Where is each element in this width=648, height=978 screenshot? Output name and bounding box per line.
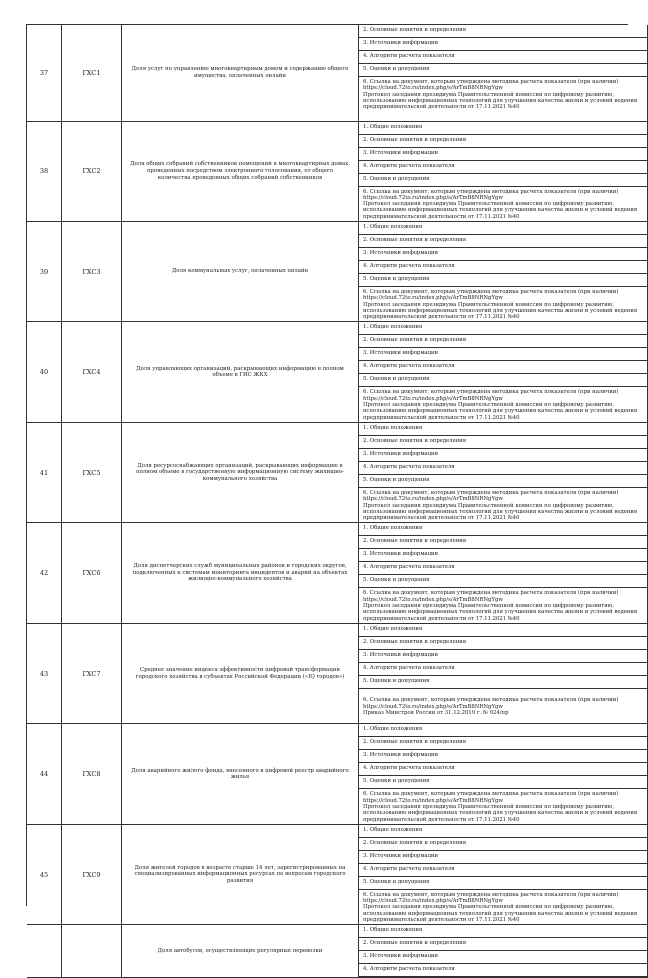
methodology-item: 4. Алгоритм расчета показателя [359, 261, 647, 274]
methodology-item: 1. Общие положения [359, 925, 647, 938]
row-number: 43 [27, 623, 62, 723]
methodology-item: 1. Общие положения [359, 423, 647, 436]
methodology-item: 3. Источники информации [359, 851, 647, 864]
methodology-item: 1. Общие положения [359, 523, 647, 536]
reference-line: https://cloud.72to.ru/index.php/s/ArTmB8NRNgYgw [363, 194, 503, 201]
methodology-item: 2. Основные понятия и определения [359, 335, 647, 348]
document-reference [359, 287, 647, 321]
reference-line: https://cloud.72to.ru/index.php/s/ArTmB8NRNgYgw [363, 295, 503, 302]
reference-line: использованию информационных технологий для улучшения качества жизни и условий ведения [363, 207, 638, 214]
indicator-name: Доля управляющих организаций, раскрывающих информацию в полном объеме в ГИС ЖКХ [122, 322, 359, 422]
document-reference [359, 387, 647, 421]
methodology-item: 3. Источники информации [359, 248, 647, 261]
methodology-item: 4. Алгоритм расчета показателя [359, 864, 647, 877]
document-reference [359, 187, 647, 221]
methodology-item: 3. Источники информации [359, 750, 647, 763]
methodology-item: 3. Источники информации [359, 951, 647, 964]
methodology-item: 1. Общие положения [359, 724, 647, 737]
methodology-item: 4. Алгоритм расчета показателя [359, 51, 647, 64]
row-number: 38 [27, 121, 62, 221]
reference-line: 6. Ссылка на документ, которым утверждена методика расчета показателя (при наличии) [363, 188, 619, 195]
reference-line: предпринимательской деятельности от 17.11.2021 №40 [363, 213, 520, 220]
methodology-item: 2. Основные понятия и определения [359, 637, 647, 650]
methodology-item: 3. Источники информации [359, 549, 647, 562]
methodology-item: 1. Общие положения [359, 322, 647, 335]
methodology-item: 4. Алгоритм расчета показателя [359, 462, 647, 475]
reference-line: 6. Ссылка на документ, которым утверждена методика расчета показателя (при наличии) [363, 389, 619, 396]
reference-line: использованию информационных технологий для улучшения качества жизни и условий ведения [363, 307, 638, 314]
methodology-item: 5. Оценки и допущения [359, 676, 647, 689]
row-number [27, 925, 62, 978]
document-link[interactable]: Протокол заседания президиума Правительственной комиссии по цифровому развитию, [363, 201, 615, 208]
methodology-item: 4. Алгоритм расчета показателя [359, 964, 647, 977]
row-number: 44 [27, 724, 62, 824]
reference-line: 6. Ссылка на документ, которым утверждена методика расчета показателя (при наличии) [363, 697, 619, 704]
row-number: 40 [27, 322, 62, 422]
table-row [27, 724, 648, 824]
indicator-code: ГХС1 [62, 25, 122, 121]
table-row [27, 221, 648, 321]
indicator-code [62, 925, 122, 978]
table-row [27, 925, 648, 978]
indicator-name: Доля аварийного жилого фонда, внесенного в цифровой реестр аварийного жилья [122, 724, 359, 824]
methodology-item: 5. Оценки и допущения [359, 274, 647, 287]
methodology-item: 2. Основные понятия и определения [359, 737, 647, 750]
methodology-item: 3. Источники информации [359, 348, 647, 361]
methodology-item: 5. Оценки и допущения [359, 575, 647, 588]
methodology-item: 2. Основные понятия и определения [359, 135, 647, 148]
methodology-item: 2. Основные понятия и определения [359, 938, 647, 951]
reference-line: https://cloud.72to.ru/index.php/s/ArTmB8NRNgYgw [363, 797, 503, 804]
document-link[interactable]: Протокол заседания президиума Правительственной комиссии по цифровому развитию, [363, 904, 615, 911]
reference-line: использованию информационных технологий для улучшения качества жизни и условий ведения [363, 408, 638, 415]
methodology-item: 5. Оценки и допущения [359, 877, 647, 890]
methodology-item: 3. Источники информации [359, 38, 647, 51]
reference-line: предпринимательской деятельности от 17.11.2021 №40 [363, 816, 520, 823]
document-link[interactable]: Протокол заседания президиума Правительственной комиссии по цифровому развитию, [363, 804, 615, 810]
methodology-sections [359, 523, 648, 623]
document-link[interactable]: https://cloud.72to.ru/index.php/s/ArTmB8NRNgYgw [363, 703, 503, 710]
reference-line: 6. Ссылка на документ, которым утверждена методика расчета показателя (при наличии) [363, 489, 619, 496]
reference-line: предпринимательской деятельности от 17.11.2021 №40 [363, 414, 520, 421]
indicator-name: Доля услуг по управлению многоквартирным домом и содержанию общего имущества, оплаченных онлайн [122, 25, 359, 121]
reference-line: Приказ Минстроя России от 31.12.2019 г. № 924/пр [363, 709, 509, 716]
indicator-code: ГХС3 [62, 221, 122, 321]
methodology-sections [359, 724, 648, 824]
reference-line: использованию информационных технологий для улучшения качества жизни и условий ведения [363, 97, 638, 104]
methodology-sections [359, 824, 648, 924]
document-reference [359, 789, 647, 823]
reference-line: использованию информационных технологий для улучшения качества жизни и условий ведения [363, 910, 638, 917]
row-number: 41 [27, 422, 62, 522]
table-row [27, 623, 648, 723]
table-row [27, 25, 648, 121]
reference-line: https://cloud.72to.ru/index.php/s/ArTmB8NRNgYgw [363, 496, 503, 503]
indicator-code: ГХС9 [62, 824, 122, 924]
methodology-item: 5. Оценки и допущения [359, 64, 647, 77]
methodology-item: 4. Алгоритм расчета показателя [359, 763, 647, 776]
methodology-item: 4. Алгоритм расчета показателя [359, 361, 647, 374]
reference-line: 6. Ссылка на документ, которым утверждена методика расчета показателя (при наличии) [363, 288, 619, 295]
methodology-item: 2. Основные понятия и определения [359, 25, 647, 38]
reference-line: использованию информационных технологий для улучшения качества жизни и условий ведения [363, 609, 638, 616]
document-reference [359, 588, 647, 622]
row-number: 39 [27, 221, 62, 321]
table-row [27, 824, 648, 924]
indicator-name: Доля ресурсоснабжающих организаций, раскрывающих информацию в полном объеме в государственную информационную систему жилищно-коммунального хозяйства [122, 422, 359, 522]
methodology-item: 4. Алгоритм расчета показателя [359, 161, 647, 174]
row-number: 42 [27, 523, 62, 623]
methodology-sections [359, 25, 648, 121]
indicator-name: Доля коммунальных услуг, оплаченных онлайн [122, 221, 359, 321]
methodology-item: 2. Основные понятия и определения [359, 838, 647, 851]
document-reference [359, 890, 647, 924]
table-row [27, 523, 648, 623]
indicator-code: ГХС2 [62, 121, 122, 221]
document-link[interactable]: Протокол заседания президиума Правительственной комиссии по цифровому развитию, [363, 603, 615, 610]
methodology-item: 1. Общие положения [359, 222, 647, 235]
document-link[interactable]: Протокол заседания президиума Правительственной комиссии по цифровому развитию, [363, 402, 615, 409]
methodology-item: 3. Источники информации [359, 449, 647, 462]
methodology-item: 1. Общие положения [359, 825, 647, 838]
indicator-name: Доля жителей городов в возрасте старше 14 лет, зарегистрированных на специализированных информационных ресурсах по вопросам городского развития [122, 824, 359, 924]
reference-line: использованию информационных технологий для улучшения качества жизни и условий ведения [363, 508, 638, 515]
indicator-code: ГХС7 [62, 623, 122, 723]
document-link[interactable]: Протокол заседания президиума Правительственной комиссии по цифровому развитию, [363, 301, 615, 308]
methodology-sections [359, 221, 648, 321]
methodology-item: 1. Общие положения [359, 122, 647, 135]
methodology-item: 5. Оценки и допущения [359, 776, 647, 789]
document-link[interactable]: Протокол заседания президиума Правительственной комиссии по цифровому развитию, [363, 502, 615, 509]
methodology-sections [359, 422, 648, 522]
reference-line: 6. Ссылка на документ, которым утверждена методика расчета показателя (при наличии) [363, 891, 619, 898]
methodology-sections [359, 322, 648, 422]
indicator-name: Доля автобусов, осуществляющих регулярные перевозки [122, 925, 359, 978]
methodology-sections [359, 925, 648, 978]
indicator-name: Среднее значение индекса эффективности цифровой трансформации городского хозяйства в субъектах Российской Федерации («IQ городов») [122, 623, 359, 723]
table-row [27, 121, 648, 221]
indicator-code: ГХС8 [62, 724, 122, 824]
methodology-item: 1. Общие положения [359, 624, 647, 637]
methodology-item: 3. Источники информации [359, 148, 647, 161]
reference-line: предпринимательской деятельности от 17.11.2021 №40 [363, 917, 520, 924]
reference-line: https://cloud.72to.ru/index.php/s/ArTmB8NRNgYgw [363, 85, 503, 92]
document-link[interactable]: Протокол заседания президиума Правительственной комиссии по цифровому развитию, [363, 91, 615, 98]
methodology-item: 2. Основные понятия и определения [359, 536, 647, 549]
reference-line: предпринимательской деятельности от 17.11.2021 №40 [363, 515, 520, 522]
reference-line: https://cloud.72to.ru/index.php/s/ArTmB8NRNgYgw [363, 395, 503, 402]
reference-line [363, 716, 644, 722]
document-reference [359, 689, 647, 723]
table-row [27, 322, 648, 422]
methodology-item: 4. Алгоритм расчета показателя [359, 562, 647, 575]
methodology-item: 5. Оценки и допущения [359, 475, 647, 488]
indicator-code: ГХС4 [62, 322, 122, 422]
reference-line: 6. Ссылка на документ, которым утверждена методика расчета показателя (при наличии) [363, 79, 619, 85]
reference-line: предпринимательской деятельности от 17.11.2021 №40 [363, 314, 520, 321]
reference-line: предпринимательской деятельности от 17.11.2021 №40 [363, 104, 520, 111]
document-page [26, 24, 638, 973]
indicator-code: ГХС5 [62, 422, 122, 522]
methodology-item: 2. Основные понятия и определения [359, 235, 647, 248]
methodology-item: 2. Основные понятия и определения [359, 436, 647, 449]
table-body [27, 25, 648, 978]
indicators-table [27, 25, 648, 978]
methodology-sections [359, 623, 648, 723]
document-reference [359, 77, 647, 111]
reference-line: 6. Ссылка на документ, которым утверждена методика расчета показателя (при наличии) [363, 590, 619, 597]
indicator-name: Доля диспетчерских служб муниципальных районов и городских округов, подключенных к системам мониторинга инцидентов и аварий на объектах жилищно-коммунального хозяйства [122, 523, 359, 623]
methodology-sections [359, 121, 648, 221]
methodology-item: 5. Оценки и допущения [359, 174, 647, 187]
reference-line: 6. Ссылка на документ, которым утверждена методика расчета показателя (при наличии) [363, 791, 619, 798]
indicator-name: Доля общих собраний собственников помещений в многоквартирных домах, проведенных посредством электронного голосования, от общего количества проведенных общих собраний собственников [122, 121, 359, 221]
row-number: 45 [27, 824, 62, 924]
document-reference [359, 488, 647, 522]
table-row [27, 422, 648, 522]
methodology-item: 5. Оценки и допущения [359, 374, 647, 387]
reference-line: https://cloud.72to.ru/index.php/s/ArTmB8NRNgYgw [363, 898, 503, 905]
indicator-code: ГХС6 [62, 523, 122, 623]
row-number: 37 [27, 25, 62, 121]
methodology-item: 4. Алгоритм расчета показателя [359, 663, 647, 676]
reference-line: https://cloud.72to.ru/index.php/s/ArTmB8NRNgYgw [363, 596, 503, 603]
reference-line: использованию информационных технологий для улучшения качества жизни и условий ведения [363, 810, 638, 817]
methodology-item: 3. Источники информации [359, 650, 647, 663]
reference-line: предпринимательской деятельности от 17.11.2021 №40 [363, 615, 520, 622]
